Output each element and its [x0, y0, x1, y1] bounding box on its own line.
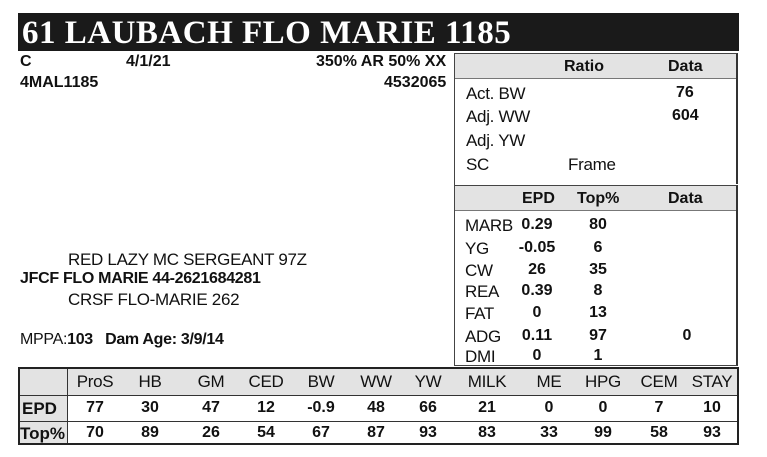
breed-composition: 350% AR 50% XX [316, 53, 447, 70]
table-rule [67, 369, 68, 443]
title-bar [18, 13, 739, 51]
table-header: WW [360, 372, 392, 391]
table-header: BW [307, 372, 335, 391]
table-epd-value: 0 [544, 399, 554, 416]
table-header: ProS [76, 372, 114, 391]
perf-row-label: Adj. WW [466, 107, 531, 126]
pedigree-sire-of-dam: RED LAZY MC SERGEANT 97Z [68, 250, 307, 269]
table-header: ME [536, 372, 562, 391]
epd-row-top: 13 [589, 304, 607, 321]
epd-row-label: REA [465, 282, 500, 301]
tag-id: 4MAL1185 [20, 74, 99, 91]
epd-row-value: 26 [528, 261, 546, 278]
perf-row-label: SC [466, 155, 490, 174]
pedigree-dam: JFCF FLO MARIE 44-2621684281 [20, 270, 261, 287]
table-epd-value: 12 [257, 399, 275, 416]
birth-date: 4/1/21 [126, 53, 171, 70]
epd-row-label: DMI [465, 347, 496, 366]
table-epd-value: 47 [202, 399, 220, 416]
perf-col-ratio: Ratio [564, 58, 604, 75]
table-epd-value: -0.9 [307, 399, 335, 416]
epd-col-top: Top% [577, 190, 620, 207]
perf-row-label: Adj. YW [466, 131, 525, 150]
table-epd-value: 0 [598, 399, 608, 416]
perf-col-data: Data [668, 58, 703, 75]
epd-row-label: FAT [465, 304, 495, 323]
table-header: GM [197, 372, 225, 391]
table-rule [20, 421, 737, 422]
mppa-label: MPPA: [20, 331, 68, 348]
epd-row-value: 0.39 [521, 282, 553, 299]
table-top-value: 83 [478, 424, 496, 441]
table-top-value: 54 [257, 424, 275, 441]
epd-row-label: ADG [465, 327, 501, 346]
panel-divider [454, 53, 455, 366]
epd-row-top: 80 [589, 216, 607, 233]
animal-title: 61 LAUBACH FLO MARIE 1185 [22, 15, 512, 51]
perf-row-data: 76 [676, 84, 694, 101]
epd-row-data: 0 [682, 327, 692, 344]
table-top-value: 93 [703, 424, 721, 441]
epd-row-label: YG [465, 239, 489, 258]
table-header: HB [138, 372, 162, 391]
registration-number: 4532065 [384, 74, 447, 91]
table-header: CED [248, 372, 284, 391]
table-header: YW [414, 372, 442, 391]
epd-row-label: CW [465, 261, 493, 280]
table-top-value: 89 [141, 424, 159, 441]
table-top-value: 99 [594, 424, 612, 441]
epd-row-top: 8 [593, 282, 603, 299]
epd-col-data: Data [668, 190, 703, 207]
epd-row-value: 0.29 [521, 216, 553, 233]
mppa-value: 103 [67, 331, 93, 348]
table-epd-value: 21 [478, 399, 496, 416]
perf-row-ratio: Frame [568, 155, 616, 174]
row-label-top: Top% [20, 424, 66, 443]
table-epd-value: 7 [654, 399, 664, 416]
row-label-epd: EPD [22, 399, 57, 418]
epd-row-top: 6 [593, 239, 603, 256]
epd-row-top: 35 [589, 261, 607, 278]
table-top-value: 67 [312, 424, 330, 441]
epd-row-value: 0.11 [521, 327, 553, 344]
table-rule [20, 395, 737, 396]
table-header: MILK [467, 372, 507, 391]
epd-row-value: 0 [532, 347, 542, 364]
table-epd-value: 77 [86, 399, 104, 416]
pedigree-dam-of-dam: CRSF FLO-MARIE 262 [68, 290, 240, 309]
mppa-line [20, 331, 224, 349]
epd-col-epd: EPD [522, 190, 555, 207]
table-top-value: 33 [540, 424, 558, 441]
epd-row-value: 0 [532, 304, 542, 321]
epd-row-value: -0.05 [518, 239, 556, 256]
table-header: HPG [585, 372, 621, 391]
epd-row-label: MARB [465, 216, 513, 235]
table-top-value: 26 [202, 424, 220, 441]
table-epd-value: 30 [141, 399, 159, 416]
epd-row-top: 1 [593, 347, 603, 364]
type-code: C [20, 53, 32, 70]
dam-age: Dam Age: 3/9/14 [105, 331, 224, 348]
perf-row-data: 604 [672, 107, 699, 124]
table-epd-value: 66 [419, 399, 437, 416]
table-header: STAY [691, 372, 733, 391]
table-header: CEM [640, 372, 678, 391]
table-top-value: 70 [86, 424, 104, 441]
perf-row-label: Act. BW [466, 84, 526, 103]
table-top-value: 87 [367, 424, 385, 441]
table-top-value: 93 [419, 424, 437, 441]
epd-row-top: 97 [589, 327, 607, 344]
table-epd-value: 10 [703, 399, 721, 416]
table-top-value: 58 [650, 424, 668, 441]
table-epd-value: 48 [367, 399, 385, 416]
